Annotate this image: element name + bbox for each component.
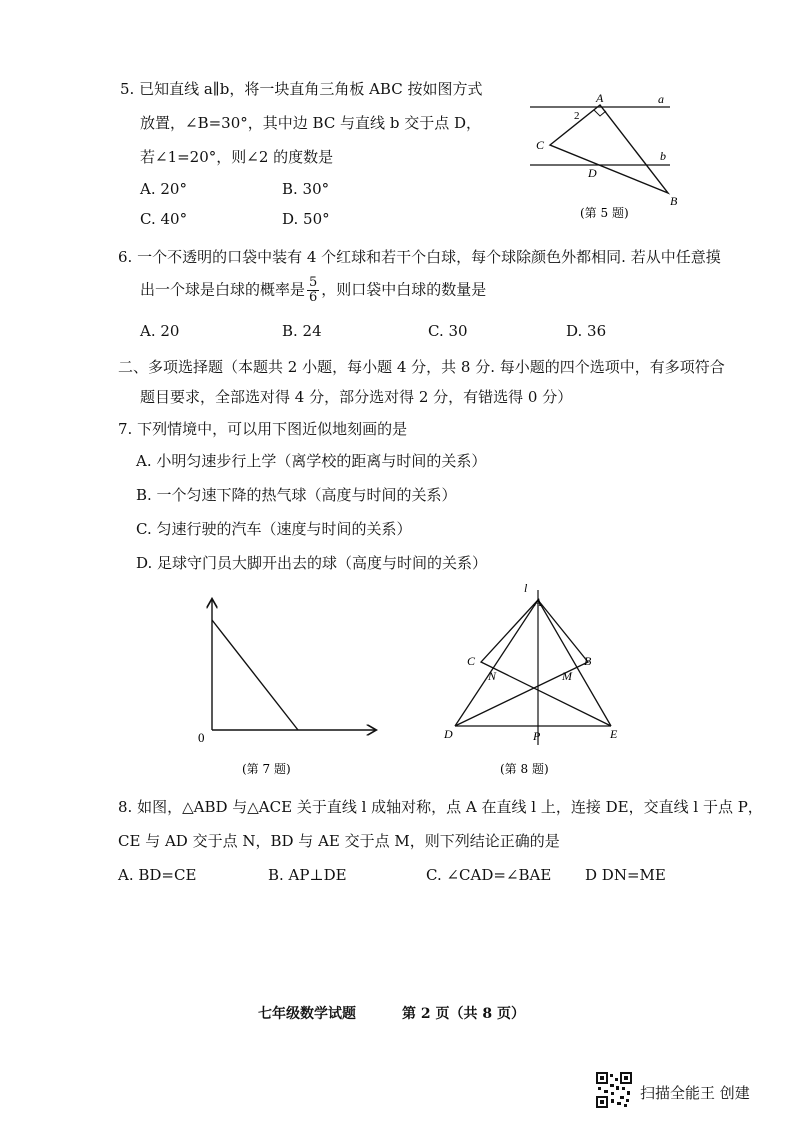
- q5-stem-line1: 5. 已知直线 a∥b，将一块直角三角板 ABC 按如图方式: [120, 80, 483, 98]
- footer-subject: 七年级数学试题: [258, 1006, 356, 1022]
- q7-origin-label: 0: [198, 730, 205, 745]
- q5-label-C: C: [536, 138, 545, 152]
- q7-option-d: D. 足球守门员大脚开出去的球（高度与时间的关系）: [136, 554, 488, 572]
- q8-stem-line1: 8. 如图，△ABD 与△ACE 关于直线 l 成轴对称，点 A 在直线 l 上，连接 DE，交直线 l 于点 P，: [118, 798, 763, 816]
- footer-page-number: 第 2 页（共 8 页）: [402, 1006, 525, 1022]
- q6-option-c: C. 30: [428, 322, 468, 340]
- q8-label-E: E: [610, 727, 618, 741]
- q6-fraction-numerator: 5: [309, 275, 318, 290]
- qr-code-icon: [596, 1072, 632, 1108]
- q5-stem-line3: 若∠1=20°，则∠2 的度数是: [140, 148, 334, 166]
- q8-stem-line2: CE 与 AD 交于点 N，BD 与 AE 交于点 M，则下列结论正确的是: [118, 832, 560, 850]
- q8-label-l: l: [524, 581, 528, 595]
- q5-option-b: B. 30°: [282, 180, 330, 198]
- q7-option-c: C. 匀速行驶的汽车（速度与时间的关系）: [136, 520, 412, 538]
- q6-stem-pre: 出一个球是白球的概率是: [140, 280, 306, 299]
- q5-figure-caption: (第 5 题): [580, 206, 629, 220]
- q8-figure: [430, 580, 640, 780]
- q8-option-a: A. BD=CE: [118, 866, 197, 884]
- q6-stem-line1: 6. 一个不透明的口袋中装有 4 个红球和若干个白球，每个球除颜色外都相同. 若从中任意摸: [118, 248, 721, 266]
- q6-stem-line2: [140, 276, 486, 305]
- q5-label-B: B: [670, 194, 678, 208]
- q5-label-b: b: [660, 149, 666, 163]
- q6-option-b: B. 24: [282, 322, 322, 340]
- q8-segment-ae: [538, 600, 611, 726]
- q8-option-b: B. AP⊥DE: [268, 866, 347, 884]
- q7-stem: 7. 下列情境中，可以用下图近似地刻画的是: [118, 420, 408, 438]
- section2-heading-line1: 二、多项选择题（本题共 2 小题，每小题 4 分，共 8 分. 每小题的四个选项中，有多项符合: [118, 358, 725, 376]
- q6-option-d: D. 36: [566, 322, 607, 340]
- q5-label-A: A: [596, 91, 604, 105]
- watermark-text: 扫描全能王 创建: [640, 1084, 750, 1102]
- q5-label-D: D: [588, 166, 597, 180]
- section2-heading-line2: 题目要求，全部选对得 4 分，部分选对得 2 分，有错选得 0 分）: [140, 388, 573, 406]
- q8-figure-caption: (第 8 题): [500, 762, 549, 776]
- q5-option-c: C. 40°: [140, 210, 188, 228]
- q8-triangle-ace: [481, 600, 611, 726]
- q7-option-a: A. 小明匀速步行上学（离学校的距离与时间的关系）: [136, 452, 487, 470]
- q8-option-c: C. ∠CAD=∠BAE: [426, 866, 552, 884]
- q7-figure: [190, 590, 390, 785]
- q5-option-a: A. 20°: [140, 180, 187, 198]
- q8-option-d: D DN=ME: [585, 866, 666, 884]
- q5-label-2: 2: [574, 110, 580, 122]
- q5-label-a: a: [658, 92, 664, 106]
- q7-option-b: B. 一个匀速下降的热气球（高度与时间的关系）: [136, 486, 457, 504]
- q5-figure: [520, 85, 690, 225]
- q6-stem-post: ，则口袋中白球的数量是: [321, 280, 487, 299]
- q5-option-d: D. 50°: [282, 210, 330, 228]
- q6-fraction-denominator: 6: [309, 290, 318, 305]
- q8-label-B: B: [584, 654, 592, 668]
- q6-fraction: [307, 276, 319, 305]
- q8-label-A: A: [534, 595, 542, 609]
- q6-option-a: A. 20: [140, 322, 180, 340]
- q8-label-C: C: [467, 654, 476, 668]
- q8-label-P: P: [533, 729, 541, 743]
- q7-figure-caption: (第 7 题): [242, 762, 291, 776]
- q8-label-D: D: [444, 727, 453, 741]
- q7-graph-line: [212, 620, 298, 730]
- q5-stem-line2: 放置，∠B=30°，其中边 BC 与直线 b 交于点 D，: [140, 114, 481, 132]
- q5-triangle-abc: [550, 105, 668, 193]
- q8-label-N: N: [488, 669, 497, 683]
- q8-label-M: M: [562, 669, 572, 683]
